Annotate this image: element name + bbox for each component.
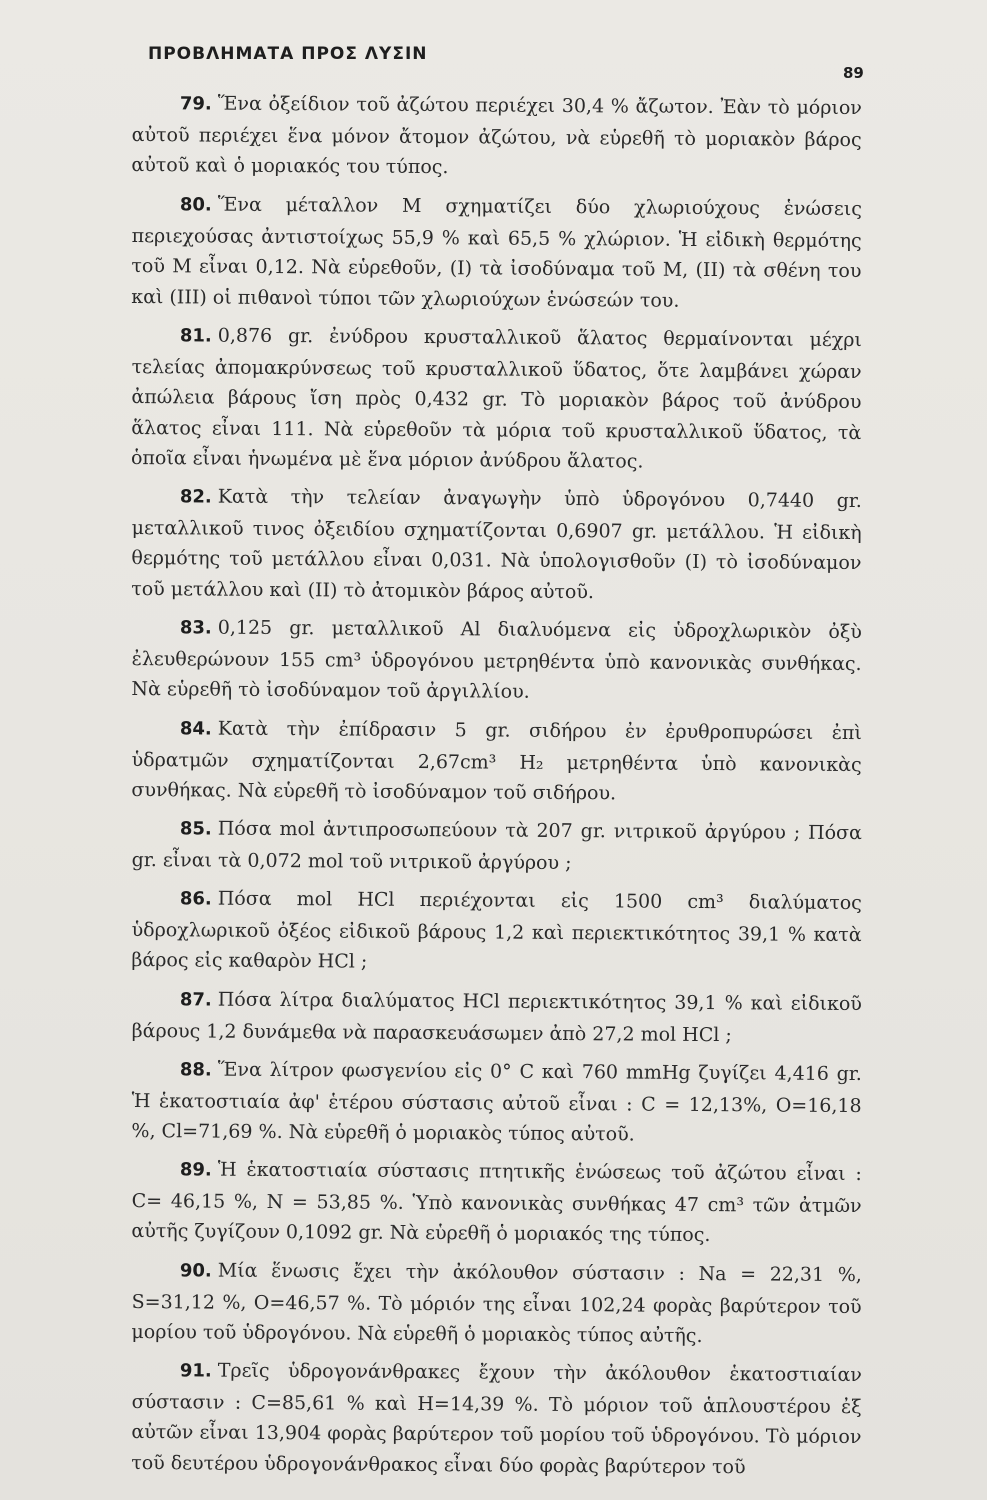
problem-90 [131, 1255, 862, 1353]
problem-number: 83. [179, 617, 212, 639]
problem-number: 88. [179, 1058, 212, 1081]
problem-text: 0,876 gr. ἐνύδρου κρυσταλλικοῦ ἅλατος θερμαίνονται μέχρι τελείας ἀπομακρύνσεως τοῦ κρυσταλλικοῦ ὕδατος, ὅτε λαμβάνει χώραν ἀπώλεια βάρους ἴση πρὸς 0,432 gr. Τὸ μοριακὸν βάρος τοῦ ἀνύδρου ἅλατος εἶναι 111. Νὰ εὑρεθοῦν τὰ μόρια τοῦ κρυσταλλικοῦ ὕδατος, τὰ ὁποῖα εἶναι ἡνωμένα μὲ ἕνα μόριον ἀνύδρου ἅλατος. [130, 324, 862, 473]
problem-number: 89. [179, 1159, 212, 1181]
problem-number: 79. [179, 93, 212, 115]
problem-text: 0,125 gr. μεταλλικοῦ Al διαλυόμενα εἰς ὑδροχλωρικὸν ὀξὺ ἐλευθερώνουν 155 cm³ ὑδρογόνου μετρηθέντα ὑπὸ κανονικὰς συνθήκας. Νὰ εὑρεθῆ τὸ ἰσοδύναμον τοῦ ἀργιλλίου. [131, 616, 862, 703]
problem-text: Κατὰ τὴν ἐπίδρασιν 5 gr. σιδήρου ἐν ἐρυθροπυρώσει ἐπὶ ὑδρατμῶν σχηματίζονται 2,67cm³ H₂ μετρηθέντα ὑπὸ κανονικὰς συνθήκας. Νὰ εὑρεθῆ τὸ ἰσοδύναμον τοῦ σιδήρου. [131, 717, 862, 804]
problem-text: Μία ἕνωσις ἔχει τὴν ἀκόλουθον σύστασιν : Na = 22,31 %, S=31,12 %, O=46,57 %. Τὸ μόριόν της εἶναι 102,24 φορὰς βαρύτερον τοῦ μορίου τοῦ ὑδρογόνου. Νὰ εὑρεθῆ ὁ μοριακὸς τύπος αὐτῆς. [131, 1259, 862, 1347]
problem-81 [131, 320, 862, 479]
problem-79 [131, 88, 862, 186]
problem-number: 84. [179, 717, 212, 740]
problem-text: Κατὰ τὴν τελείαν ἀναγωγὴν ὑπὸ ὑδρογόνου 0,7440 gr. μεταλλικοῦ τινος ὀξειδίου σχηματίζονται 0,6907 gr. μετάλλου. Ἡ εἰδικὴ θερμότης τοῦ μετάλλου εἶναι 0,031. Νὰ ὑπολογισθοῦν (Ι) τὸ ἰσοδύναμον τοῦ μετάλλου καὶ (ΙΙ) τὸ ἀτομικὸν βάρος αὐτοῦ. [131, 485, 862, 603]
problem-84 [131, 713, 862, 811]
problem-number: 87. [179, 988, 212, 1011]
problem-82 [131, 481, 862, 609]
problem-text: Ἡ ἑκατοστιαία σύστασις πτητικῆς ἑνώσεως τοῦ ἀζώτου εἶναι : C= 46,15 %, N = 53,85 %. Ὑπὸ κανονικὰς συνθήκας 47 cm³ τῶν ἀτμῶν αὐτῆς ζυγίζουν 0,1092 gr. Νὰ εὑρεθῆ ὁ μοριακός της τύπος. [131, 1158, 862, 1247]
problem-89 [131, 1154, 862, 1252]
problem-list [132, 88, 862, 1486]
problem-text: Πόσα mol HCl περιέχονται εἰς 1500 cm³ διαλύματος ὑδροχλωρικοῦ ὀξέος εἰδικοῦ βάρους 1,2 καὶ περιεκτικότητος 39,1 % κατὰ βάρος εἰς καθαρὸν HCl ; [131, 887, 862, 973]
page-number: 89 [843, 64, 864, 82]
problem-85 [132, 813, 862, 880]
problem-91 [131, 1355, 862, 1483]
problem-number: 85. [179, 818, 212, 840]
problem-88 [131, 1054, 862, 1152]
problem-number: 81. [179, 324, 212, 347]
problem-number: 90. [179, 1259, 212, 1282]
problem-number: 91. [179, 1360, 212, 1382]
problem-87 [132, 984, 862, 1051]
problem-text: Πόσα λίτρα διαλύματος HCl περιεκτικότητος 39,1 % καὶ εἰδικοῦ βάρους 1,2 δυνάμεθα νὰ παρασκευάσωμεν ἀπὸ 27,2 mol HCl ; [131, 988, 862, 1046]
problem-number: 82. [179, 486, 212, 508]
running-head: ΠΡΟΒΛΗΜΑΤΑ ΠΡΟΣ ΛΥΣΙΝ [148, 44, 428, 64]
problem-number: 80. [179, 193, 212, 216]
problem-83 [131, 612, 862, 710]
problem-text: Ἕνα ὀξείδιον τοῦ ἀζώτου περιέχει 30,4 % ἄζωτον. Ἐὰν τὸ μόριον αὐτοῦ περιέχει ἕνα μόνον ἄτομον ἀζώτου, νὰ εὑρεθῆ τὸ μοριακὸν βάρος αὐτοῦ καὶ ὁ μοριακός του τύπος. [131, 92, 862, 179]
problem-86 [131, 883, 862, 981]
problem-text: Ἕνα μέταλλον Μ σχηματίζει δύο χλωριούχους ἑνώσεις περιεχούσας ἀντιστοίχως 55,9 % καὶ 65,5 % χλώριον. Ἡ εἰδικὴ θερμότης τοῦ Μ εἶναι 0,12. Νὰ εὑρεθοῦν, (Ι) τὰ ἰσοδύναμα τοῦ Μ, (ΙΙ) τὰ σθένη του καὶ (ΙΙΙ) οἱ πιθανοὶ τύποι τῶν χλωριούχων ἑνώσεών του. [131, 193, 862, 311]
problem-number: 86. [179, 888, 212, 910]
problem-80 [131, 189, 862, 317]
problem-text: Τρεῖς ὑδρογονάνθρακες ἔχουν τὴν ἀκόλουθον ἑκατοστιαίαν σύστασιν : C=85,61 % καὶ H=14,39 %. Τὸ μόριον τοῦ ἁπλουστέρου ἐξ αὐτῶν εἶναι 13,904 φορὰς βαρύτερον τοῦ μορίου τοῦ ὑδρογόνου. Τὸ μόριον τοῦ δευτέρου ὑδρογονάνθρακος εἶναι δύο φορὰς βαρύτερον τοῦ [131, 1359, 862, 1478]
problem-text: Πόσα mol ἀντιπροσωπεύουν τὰ 207 gr. νιτρικοῦ ἀργύρου ; Πόσα gr. εἶναι τὰ 0,072 mol τοῦ νιτρικοῦ ἀργύρου ; [131, 817, 862, 874]
problem-text: Ἕνα λίτρον φωσγενίου εἰς 0° C καὶ 760 mmHg ζυγίζει 4,416 gr. Ἡ ἑκατοστιαία ἀφ' ἑτέρου σύστασις αὐτοῦ εἶναι : C = 12,13%, O=16,18 %, Cl=71,69 %. Νὰ εὑρεθῆ ὁ μοριακὸς τύπος αὐτοῦ. [131, 1058, 862, 1146]
